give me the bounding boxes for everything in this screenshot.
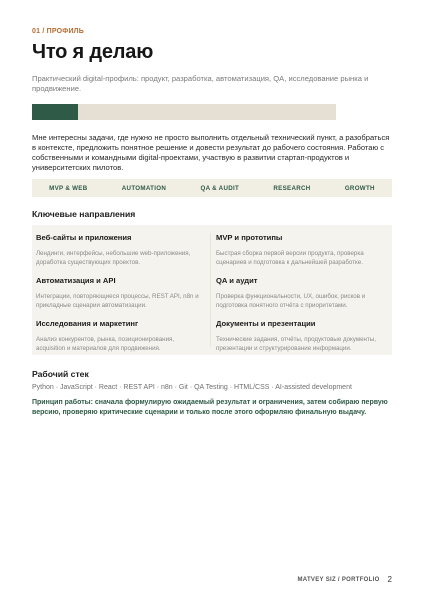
- progress-bar-fill: [32, 104, 78, 120]
- card-text: Проверка функциональности, UX, ошибок, рисков и подготовка понятного отчёта с приоритетами.: [216, 293, 366, 309]
- card-title: Автоматизация и API: [36, 276, 116, 285]
- direction-card-qa: [216, 276, 384, 310]
- page-title: Что я делаю: [32, 41, 154, 63]
- section-kicker: 01 / ПРОФИЛЬ: [32, 28, 85, 35]
- direction-card-research: [36, 319, 204, 353]
- stack-heading: Рабочий стек: [32, 369, 89, 379]
- card-title: QA и аудит: [216, 276, 258, 285]
- directions-grid: [32, 225, 392, 355]
- direction-card-docs: [216, 319, 384, 353]
- card-text: Быстрая сборка первой версии продукта, проверка сценариев и подготовка к дальнейшей разработке.: [216, 250, 364, 266]
- card-text: Лендинги, интерфейсы, небольшие web-приложения, доработка существующих проектов.: [36, 250, 191, 266]
- tab-research: RESEARCH: [273, 184, 311, 192]
- progress-bar: [32, 104, 336, 120]
- footer-label: MATVEY SIZ / PORTFOLIO: [297, 576, 380, 583]
- tab-mvp-web: MVP & WEB: [49, 184, 88, 192]
- page-number: 2: [387, 575, 392, 584]
- stack-list: Python · JavaScript · React · REST API · n8n · Git · QA Testing · HTML/CSS · AI-assisted development: [32, 384, 352, 391]
- card-text: Анализ конкурентов, рынка, позиционирования, acquisition и материалов для продвижения.: [36, 336, 175, 352]
- tab-automation: AUTOMATION: [121, 184, 167, 192]
- direction-card-mvp: [216, 233, 384, 267]
- intro-paragraph: Мне интересны задачи, где нужно не просто выполнить отдельный технический пункт, а разобраться в контексте, предложить понятное решение и довести результат до рабочего состояния. Работаю с собственными и командными digital-проектами, участвую в развитии стартап-продуктов и университетских пилотов.: [32, 133, 390, 172]
- direction-card-web: [36, 233, 204, 267]
- card-text: Интеграции, повторяющиеся процессы, REST API, n8n и прикладные сценарии автоматизации.: [36, 293, 199, 309]
- card-text: Технические задания, отчёты, продуктовые документы, презентации и структурирование информации.: [216, 336, 376, 352]
- card-title: MVP и прототипы: [216, 233, 283, 242]
- tab-growth: GROWTH: [344, 184, 375, 192]
- tab-qa-audit: QA & AUDIT: [200, 184, 240, 192]
- card-title: Документы и презентации: [216, 319, 316, 328]
- page-subtitle: Практический digital-профиль: продукт, разработка, автоматизация, QA, исследование рынка и продвижение.: [32, 74, 369, 93]
- card-title: Веб-сайты и приложения: [36, 233, 132, 242]
- grid-divider: [210, 233, 211, 347]
- direction-card-automation: [36, 276, 204, 310]
- skills-tab-bar: [32, 179, 392, 197]
- page-footer: [297, 575, 392, 584]
- directions-heading: Ключевые направления: [32, 209, 136, 219]
- card-title: Исследования и маркетинг: [36, 319, 139, 328]
- work-principle: Принцип работы: сначала формулирую ожидаемый результат и ограничения, затем собираю первую версию, проверяю критические сценарии и только после этого оформляю финальную выдачу.: [32, 399, 388, 416]
